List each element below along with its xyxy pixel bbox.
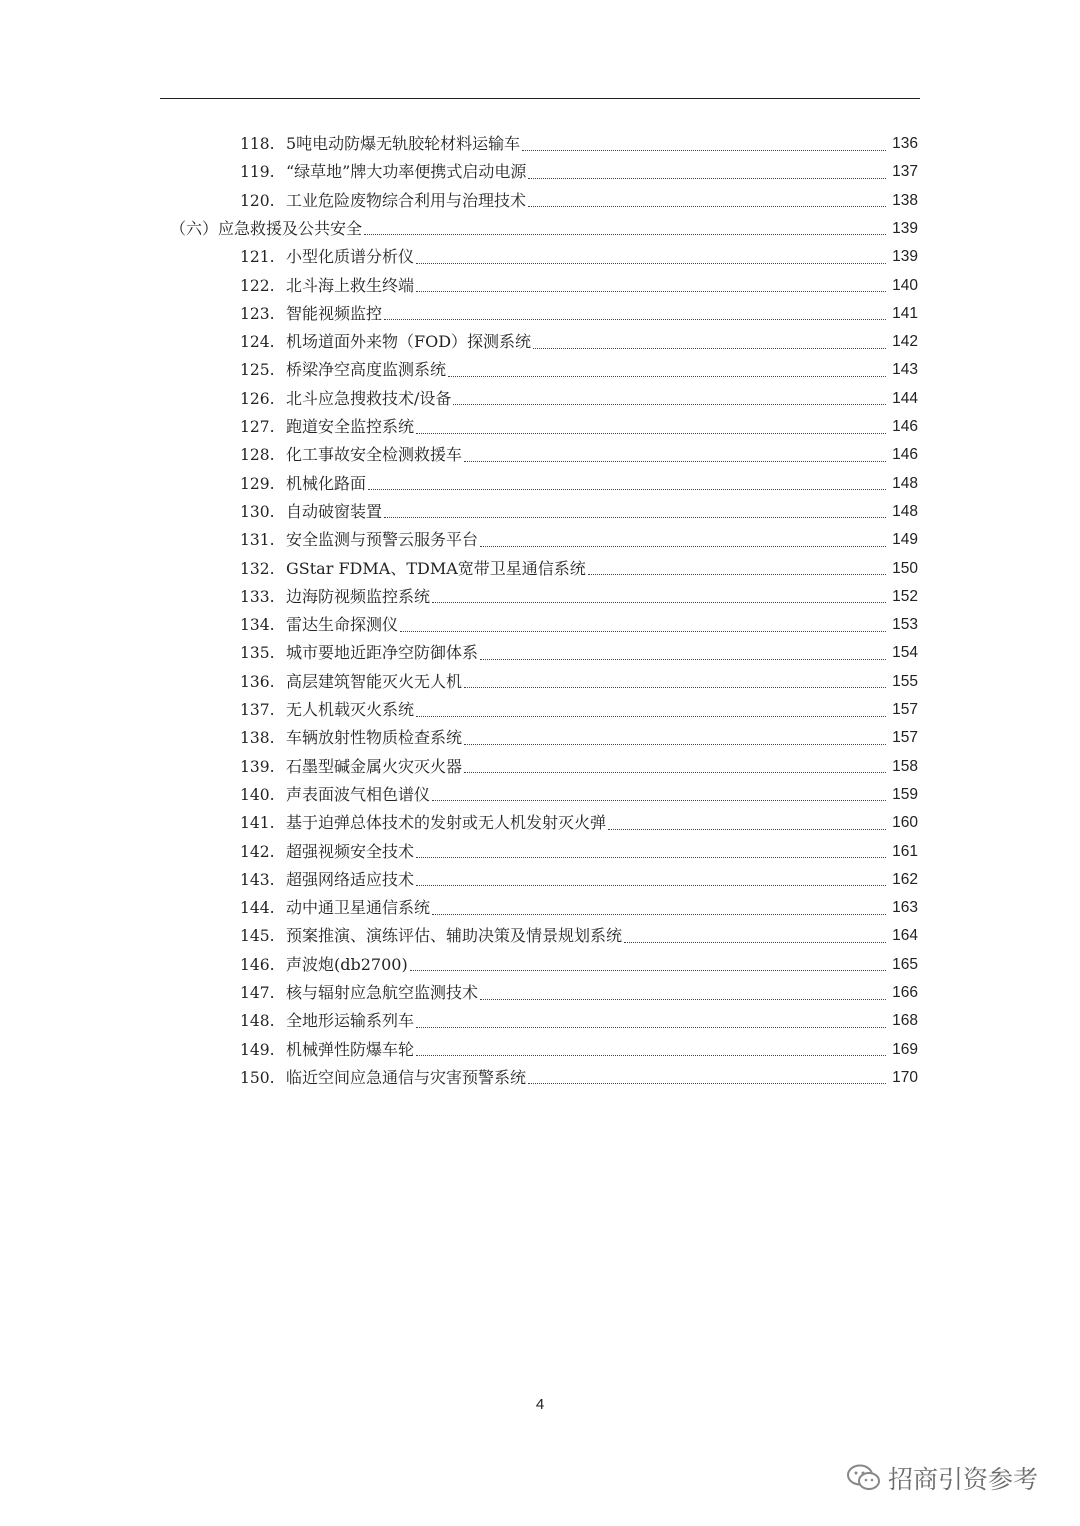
dot-leader [364,234,886,235]
toc-entry[interactable] [240,668,918,696]
dot-leader [432,602,886,603]
toc-entry-number: 133. [240,587,275,606]
toc-entry[interactable] [240,441,918,469]
toc-entry-page: 155 [892,672,918,690]
toc-entry[interactable] [240,1036,918,1064]
toc-entry[interactable] [240,470,918,498]
dot-leader [464,461,886,462]
dot-leader [416,1027,886,1028]
toc-entry-page: 141 [892,304,918,322]
dot-leader [400,631,886,632]
toc-entry-title: 自动破窗装置 [286,501,383,521]
toc-entry-title: 声波炮(db2700) [286,954,408,974]
toc-entry-number: 129. [240,474,275,493]
toc-entry-page: 146 [892,446,918,464]
toc-entry-page: 163 [892,899,918,917]
toc-entry-number: 150. [240,1068,275,1087]
toc-entry-title: 临近空间应急通信与灾害预警系统 [286,1067,527,1087]
toc-entry-page: 152 [892,587,918,605]
toc-entry-number: 132. [240,559,275,578]
toc-entry[interactable] [240,724,918,752]
toc-entry[interactable] [240,1007,918,1035]
dot-leader [416,885,886,886]
dot-leader [464,772,886,773]
toc-entry[interactable] [240,753,918,781]
toc-entry[interactable] [240,611,918,639]
toc-entry-page: 161 [892,842,918,860]
watermark [846,1460,1038,1496]
toc-entry-page: 157 [892,701,918,718]
toc-entry-title: 基于迫弹总体技术的发射或无人机发射灭火弹 [286,813,607,833]
toc-entry[interactable] [240,328,918,356]
toc-entry-number: 121. [240,248,275,267]
toc-entry-page: 143 [892,361,918,379]
toc-entry-title: 全地形运输系列车 [286,1011,415,1031]
toc-entry-page: 164 [892,927,918,945]
dot-leader [416,433,886,434]
toc-entry-number: 148. [240,1012,275,1031]
dot-leader [416,716,886,717]
toc-entry-number: 146. [240,955,275,974]
toc-entry-page: 150 [892,559,918,577]
toc-entry-number: 145. [240,927,275,946]
toc-entry-page: 148 [892,502,918,520]
toc-entry-title: 超强网络适应技术 [286,869,415,889]
toc-entry-title: 机场道面外来物（FOD）探测系统 [286,332,532,352]
toc-entry-number: 140. [240,785,275,804]
toc-entry-number: 118. [240,135,275,153]
toc-entry-title: 智能视频监控 [286,303,383,323]
toc-entry-title: 工业危险废物综合利用与治理技术 [286,190,527,210]
toc-entry-number: 123. [240,304,275,323]
dot-leader [588,574,886,575]
dot-leader [410,970,886,971]
toc-entry[interactable] [240,130,918,158]
toc-entry-page: 137 [892,163,918,181]
toc-entry-number: 142. [240,842,275,861]
toc-entry-title: 高层建筑智能灭火无人机 [286,671,463,691]
toc-entry[interactable] [240,498,918,526]
toc-entry-title: （六）应急救援及公共安全 [170,218,363,238]
toc-entry-page: 165 [892,955,918,973]
toc-entry-page: 168 [892,1012,918,1030]
toc-entry[interactable] [240,866,918,894]
toc-entry-title: 安全监测与预警云服务平台 [286,530,479,550]
toc-entry-title: 动中通卫星通信系统 [286,898,431,918]
toc-entry[interactable] [240,356,918,384]
toc-entry-page: 159 [892,785,918,803]
toc-entry[interactable] [240,922,918,950]
dot-leader [464,687,886,688]
toc-entry-number: 137. [240,701,275,719]
toc-entry[interactable] [240,696,918,724]
dot-leader [416,291,886,292]
toc-entry-title: “绿草地”牌大功率便携式启动电源 [286,162,527,182]
dot-leader [522,150,886,151]
toc-entry-title: 机械弹性防爆车轮 [286,1039,415,1059]
toc-entry-page: 138 [892,191,918,209]
toc-entry-number: 130. [240,502,275,521]
toc-entry-number: 119. [240,163,275,182]
dot-leader [480,659,886,660]
toc-entry[interactable] [240,1064,918,1092]
toc-entry-page: 162 [892,870,918,888]
toc-entry[interactable] [240,555,918,583]
toc-entry[interactable] [240,385,918,413]
watermark-text: 招商引资参考 [888,1465,1039,1494]
page-number: 4 [535,1396,545,1413]
toc-entry-title: 车辆放射性物质检查系统 [286,728,463,748]
toc-entry-number: 127. [240,418,275,436]
toc-entry-number: 134. [240,616,275,635]
toc-entry[interactable] [240,781,918,809]
dot-leader [624,942,886,943]
toc-entry-page: 148 [892,474,918,492]
toc-entry-number: 125. [240,361,275,380]
dot-leader [384,319,886,320]
toc-entry-number: 143. [240,870,275,889]
dot-leader [608,829,886,830]
dot-leader [464,744,886,745]
dot-leader [368,489,886,490]
wechat-icon [846,1463,882,1493]
header-rule [160,98,920,99]
toc-entry-page: 153 [892,616,918,634]
dot-leader [416,1055,886,1056]
toc-entry-title: 跑道安全监控系统 [286,417,415,436]
toc-entry-number: 128. [240,446,275,465]
toc-entry-number: 144. [240,899,275,918]
toc-entry-title: 桥梁净空高度监测系统 [286,360,447,380]
toc-entry-page: 140 [892,276,918,294]
dot-leader [384,517,886,518]
toc-entry-title: GStar FDMA、TDMA宽带卫星通信系统 [286,558,586,578]
toc-entry-title: 机械化路面 [286,473,367,493]
toc-entry-number: 131. [240,531,275,550]
dot-leader [480,546,886,547]
toc-entry-title: 雷达生命探测仪 [286,615,399,635]
toc-entry[interactable] [240,300,918,328]
toc-entry-page: 146 [892,418,918,435]
dot-leader [432,914,886,915]
toc-entry[interactable] [240,809,918,837]
toc-entry-number: 126. [240,389,275,408]
toc-entry-page: 166 [892,984,918,1001]
toc-entry-title: 城市要地近距净空防御体系 [286,643,479,663]
dot-leader [416,857,886,858]
toc-entry-title: 超强视频安全技术 [286,841,415,861]
toc-entry[interactable] [240,894,918,922]
toc-entry-number: 120. [240,191,275,210]
toc-section-heading[interactable] [170,215,918,243]
toc-entry-title: 预案推演、演练评估、辅助决策及情景规划系统 [286,926,623,946]
toc-entry-title: 小型化质谱分析仪 [286,247,415,267]
toc-entry-page: 158 [892,757,918,775]
toc-entry[interactable] [240,838,918,866]
toc-entry-title: 无人机载灭火系统 [286,700,415,719]
toc-entry-number: 135. [240,644,275,663]
toc-entry-title: 核与辐射应急航空监测技术 [286,983,479,1002]
toc-entry[interactable] [240,272,918,300]
toc-entry-page: 170 [892,1068,918,1086]
dot-leader [448,376,886,377]
toc-entry-number: 136. [240,672,275,691]
toc-entry[interactable] [240,639,918,667]
toc-entry-number: 149. [240,1040,275,1059]
toc-entry-number: 122. [240,276,275,295]
toc-entry-page: 142 [892,333,918,351]
toc-entry[interactable] [240,158,918,186]
toc-entry-page: 139 [892,248,918,266]
toc-entry-title: 5吨电动防爆无轨胶轮材料运输车 [286,134,521,153]
dot-leader [416,263,886,264]
toc-entry-number: 139. [240,757,275,776]
toc-entry-page: 144 [892,389,918,407]
toc-entry[interactable] [240,951,918,979]
dot-leader [528,178,886,179]
toc-entry[interactable] [240,979,918,1007]
dot-leader [528,1083,886,1084]
toc-entry-title: 边海防视频监控系统 [286,586,431,606]
toc-entry[interactable] [240,413,918,441]
toc-entry-title: 石墨型碱金属火灾灭火器 [286,756,463,776]
toc-entry-page: 139 [892,219,918,237]
toc-entry-page: 169 [892,1040,918,1058]
toc-entry[interactable] [240,526,918,554]
dot-leader [432,800,886,801]
toc-entry-number: 147. [240,984,275,1002]
toc-entry-number: 138. [240,729,275,748]
toc-entry-title: 北斗应急搜救技术/设备 [286,388,452,408]
dot-leader [533,348,886,349]
toc-entry-title: 声表面波气相色谱仪 [286,784,431,804]
dot-leader [453,404,886,405]
toc-entry-title: 北斗海上救生终端 [286,275,415,295]
toc-entry-number: 141. [240,814,275,833]
toc-entry[interactable] [240,243,918,271]
toc-entry-title: 化工事故安全检测救援车 [286,445,463,465]
dot-leader [480,999,886,1000]
toc-entry-page: 157 [892,729,918,747]
toc-entry[interactable] [240,583,918,611]
dot-leader [528,206,886,207]
toc-entry-page: 149 [892,531,918,549]
toc-entry-page: 136 [892,135,918,152]
toc-entry-number: 124. [240,333,275,352]
toc-entry-page: 160 [892,814,918,832]
toc-entry-page: 154 [892,644,918,662]
toc-entry[interactable] [240,187,918,215]
